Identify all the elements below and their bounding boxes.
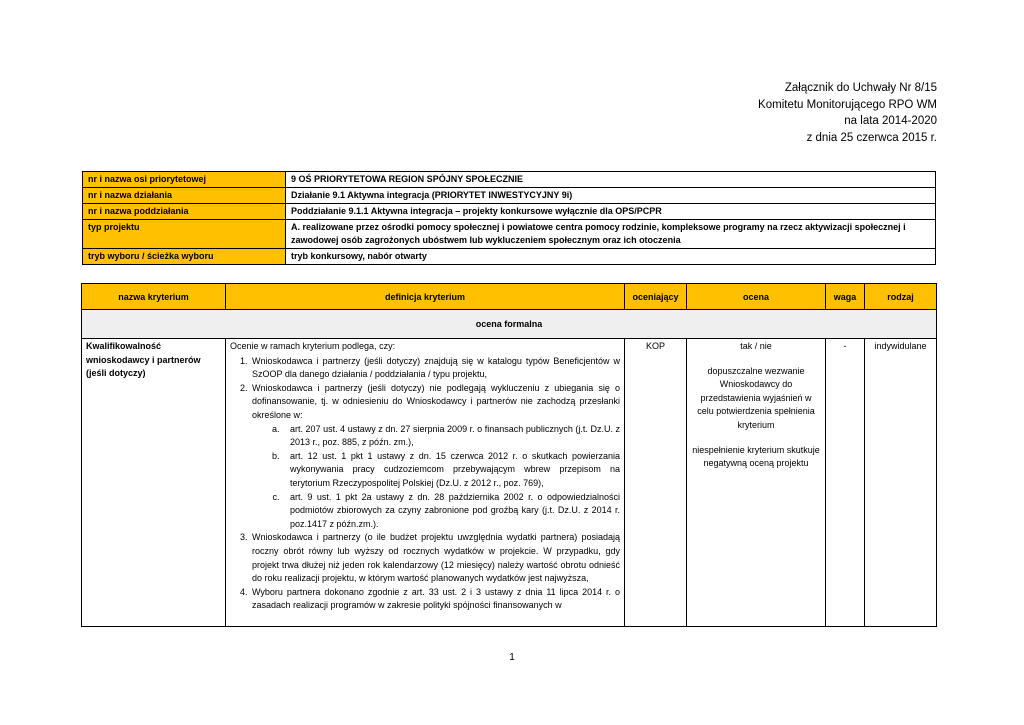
- criterion-type: indywidulane: [865, 339, 937, 627]
- info-value: A. realizowane przez ośrodki pomocy społecznej i powiatowe centra pomocy rodzinie, kompleksowe programy na rzecz aktywizacji społecznej i zawodowej osób zagrożonych ubóstwem lub wykluczeniem społecznym oraz ich otoczenia: [286, 220, 936, 249]
- info-row-selection-mode: [83, 249, 936, 265]
- definition-item: [250, 355, 620, 382]
- info-row-project-type: [83, 220, 936, 249]
- criterion-name: Kwalifikowalność wnioskodawcy i partnerów (jeśli dotyczy): [82, 339, 226, 627]
- info-value: tryb konkursowy, nabór otwarty: [286, 249, 936, 265]
- info-value: Poddziałanie 9.1.1 Aktywna integracja – projekty konkursowe wyłącznie dla OPS/PCPR: [286, 204, 936, 220]
- criterion-assessor: KOP: [625, 339, 687, 627]
- info-label: typ projektu: [83, 220, 286, 249]
- definition-subitem: b. art. 12 ust. 1 pkt 1 ustawy z dn. 15 czerwca 2012 r. o skutkach powierzania wykonywania pracy cudzoziemcom przebywającym wbrew przepisom na terytorium Rzeczypospolitej Polskiej (Dz.U. z 2012 r., poz. 769),: [282, 450, 620, 491]
- page-number: 1: [509, 652, 515, 663]
- section-row: [82, 310, 937, 339]
- assessment-note-negative: niespełnienie kryterium skutkuje negatywną oceną projektu: [692, 444, 820, 469]
- criterion-assessment: [687, 339, 826, 627]
- assessment-main: tak / nie: [740, 341, 772, 351]
- column-header-name: nazwa kryterium: [82, 284, 226, 310]
- definition-subitem: c. art. 9 ust. 1 pkt 2a ustawy z dn. 28 października 2002 r. o odpowiedzialności podmiotów zbiorowych za czyny zabronione pod groźbą kary (j.t. Dz.U. z 2014 r. poz.1417 z późn.zm.).: [282, 491, 620, 532]
- definition-item-text: Wnioskodawca i partnerzy (jeśli dotyczy) nie podlegają wykluczeniu z ubiegania się o dofinansowanie, tj. w odniesieniu do Wnioskodawcy i partnerów nie zachodzą przesłanki określone w:: [252, 382, 620, 420]
- column-header-type: rodzaj: [865, 284, 937, 310]
- header-line-4: z dnia 25 czerwca 2015 r.: [806, 131, 937, 144]
- info-value: 9 OŚ PRIORYTETOWA REGION SPÓJNY SPOŁECZNIE: [286, 172, 936, 188]
- header-line-2: Komitetu Monitorującego RPO WM: [758, 98, 937, 111]
- definition-list: [230, 355, 620, 613]
- definition-item: [250, 586, 620, 613]
- info-value: Działanie 9.1 Aktywna integracja (PRIORYTET INWESTYCYJNY 9i): [286, 188, 936, 204]
- info-label: nr i nazwa działania: [83, 188, 286, 204]
- info-row-axis: [83, 172, 936, 188]
- column-header-assessment: ocena: [687, 284, 826, 310]
- criteria-header-row: [82, 284, 937, 310]
- info-row-action: [83, 188, 936, 204]
- definition-subitem: a. art. 207 ust. 4 ustawy z dn. 27 sierpnia 2009 r. o finansach publicznych (j.t. Dz.U. z 2013 r., poz. 885, z późn. zm.),: [282, 423, 620, 450]
- definition-item: [250, 531, 620, 585]
- program-info-table: [82, 171, 936, 265]
- info-label: nr i nazwa poddziałania: [83, 204, 286, 220]
- assessment-note-call: dopuszczalne wezwanie Wnioskodawcy do przedstawienia wyjaśnień w celu potwierdzenia spełnienia kryterium: [697, 365, 815, 430]
- definition-item-text: Wyboru partnera dokonano zgodnie z art. 33 ust. 2 i 3 ustawy z dnia 11 lipca 2014 r. o zasadach realizacji programów w zakresie polityki spójności finansowanych w: [252, 586, 620, 611]
- definition-item-text: Wnioskodawca i partnerzy (o ile budżet projektu uwzględnia wydatki partnera) posiadają roczny obrót równy lub wyższy od rocznych wydatków w projekcie. W przypadku, gdy projekt trwa dłużej niż jeden rok kalendarzowy (12 miesięcy) należy wartość obrotu odnieść do roku realizacji projektu, w którym wartość planowanych wydatków jest najwyższa,: [252, 532, 620, 584]
- info-row-subaction: [83, 204, 936, 220]
- section-title: ocena formalna: [82, 310, 937, 339]
- attachment-header: [758, 80, 937, 146]
- criterion-definition: [226, 339, 625, 627]
- definition-item: [250, 382, 620, 532]
- column-header-weight: waga: [826, 284, 865, 310]
- column-header-assessor: oceniający: [625, 284, 687, 310]
- header-line-3: na lata 2014-2020: [844, 115, 937, 128]
- criterion-weight: -: [826, 339, 865, 627]
- criteria-table: [81, 283, 937, 627]
- info-label: nr i nazwa osi priorytetowej: [83, 172, 286, 188]
- definition-item-text: Wnioskodawca i partnerzy (jeśli dotyczy) znajdują się w katalogu typów Beneficjentów w SzOOP dla danego działania / poddziałania / typu projektu,: [252, 355, 620, 380]
- criterion-row: [82, 339, 937, 627]
- definition-sublist: [252, 423, 620, 532]
- header-line-1: Załącznik do Uchwały Nr 8/15: [784, 82, 937, 94]
- definition-intro: Ocenie w ramach kryterium podlega, czy:: [230, 341, 396, 351]
- column-header-definition: definicja kryterium: [226, 284, 625, 310]
- info-label: tryb wyboru / ścieżka wyboru: [83, 249, 286, 265]
